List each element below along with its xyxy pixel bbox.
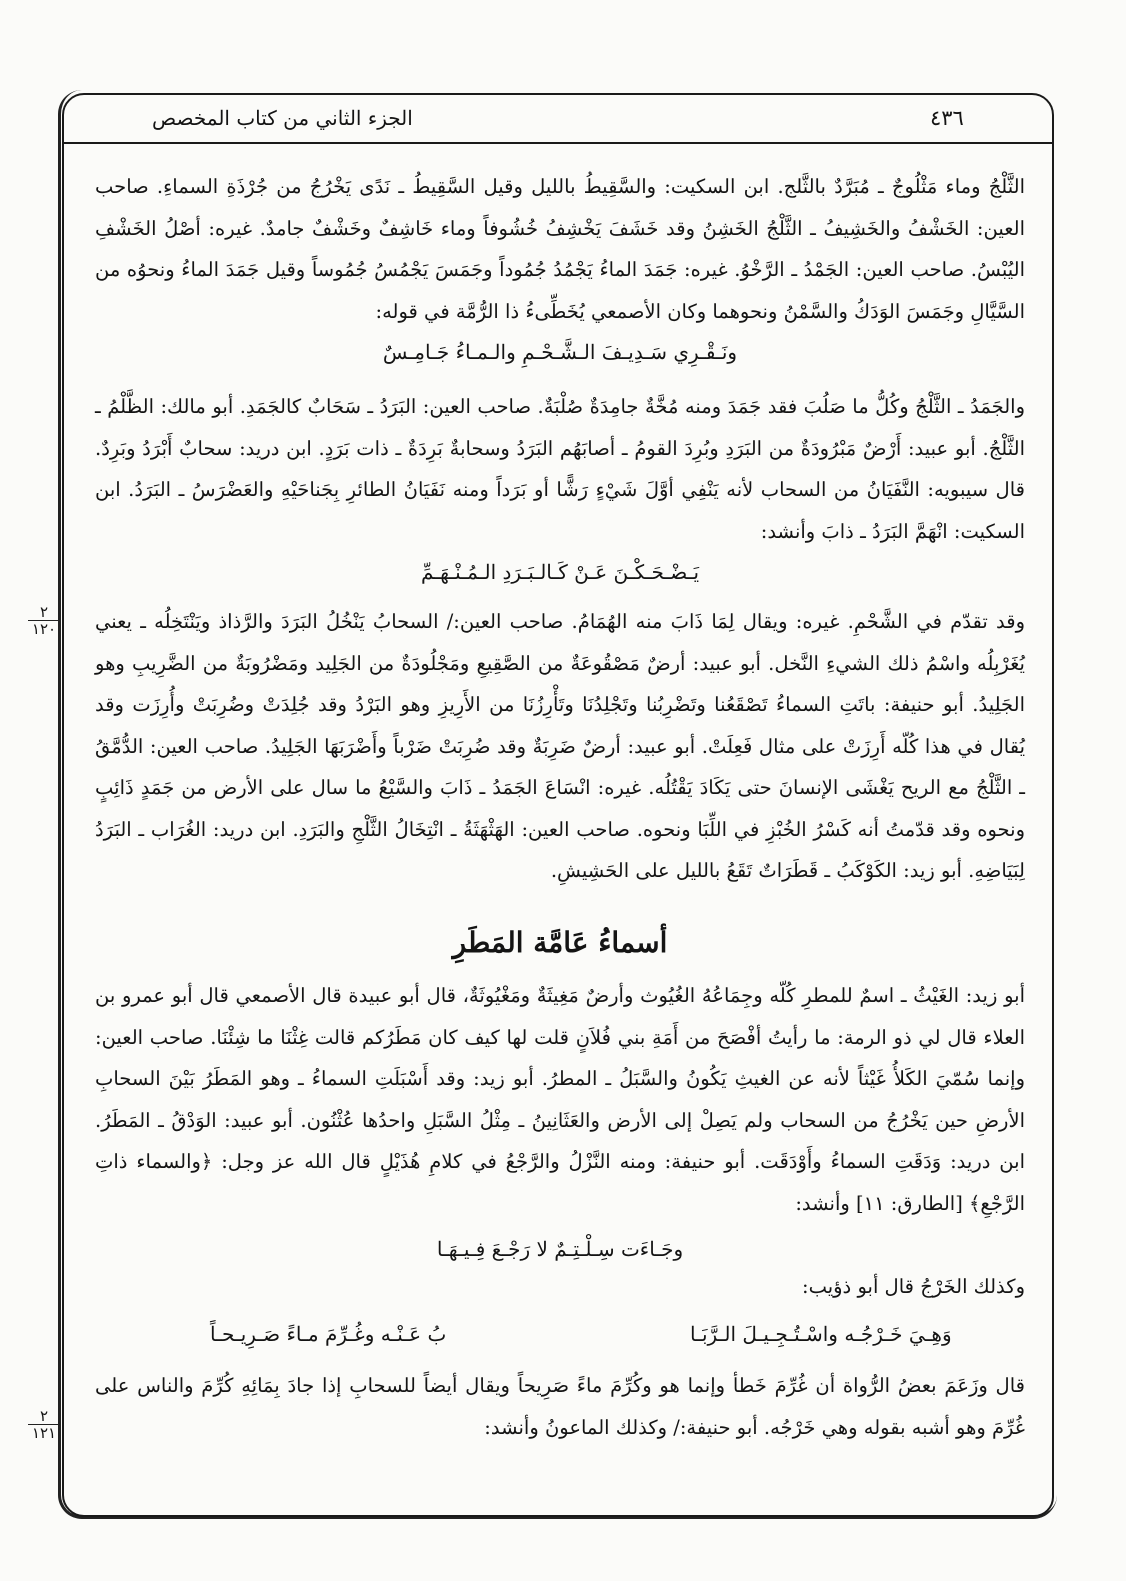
section-heading: أسماءُ عَامَّة المَطَرِ bbox=[452, 926, 668, 959]
margin-ref-page: ١٢٠ bbox=[31, 620, 57, 638]
line-before-verse-4 bbox=[95, 1266, 1025, 1308]
line-before-verse-4-text: وكذلك الخَرْجُ قال أبو ذؤيب: bbox=[802, 1275, 1025, 1298]
paragraph-2-text: والجَمَدُ ـ الثَّلْجُ وكُلُّ ما صَلُبَ فقد جَمَدَ ومنه مُخَّةٌ جامِدَةٌ صُلْبَةٌ. صاحب العين: البَرَدُ ـ سَحَابٌ كالجَمَدِ. أبو مالك: الظَّلْمُ ـ الثَّلْجُ. أبو عبيد: أَرْضٌ مَبْرُودَةٌ من البَرَدِ وبُرِدَ القومُ ـ أصابَهُم البَرَدُ وسحابةٌ بَرِدَةٌ ـ ذات بَرَدٍ. ابن دريد: سحابٌ أَبْرَدُ وبَرِدٌ. قال سيبويه: النَّفَيَانُ من السحاب لأنه يَنْفِي أوَّلَ شَيْءٍ رَشًّا أو بَرَداً ومنه نَفَيَانُ الطائرِ بِجَناحَيْهِ والعَضْرَسُ ـ البَرَدُ. ابن السكيت: انْهَمَّ البَرَدُ ـ ذابَ وأنشد: bbox=[95, 395, 1025, 543]
paragraph-3-text: وقد تقدّم في الشَّحْمِ. غيره: ويقال لِمَا ذَابَ منه الهُمَامُ. صاحب العين:/ السحابُ يَنْخُلُ البَرَدَ والرَّذاذ ويَنْتَخِلُه ـ يعني يُغَرْبِلُه واسْمُ ذلك الشيءِ النَّخل. أبو عبيد: أرضٌ مَصْقُوعَةٌ من الصَّقِيعِ ومَجْلُودَةٌ من الجَلِيد ومَضْرُوبَةٌ من الضَّرِيبِ وهو الجَلِيدُ. أبو حنيفة: باتَتِ السماءُ تَصْقَعُنا وتَضْرِبُنا وتَجْلِدُنَا وتَأْرِزُنَا من الأَرِيزِ وهو البَرْدُ وقد جُلِدَتْ وضُرِبَتْ وأُرِزَت وقد يُقال في هذا كُلّه أَرِزَتْ على مثال فَعِلَتْ. أبو عبيد: أرضٌ ضَرِبَةٌ وقد ضُرِبَتْ ضَرْباً وأَضْرَبَهَا الجَلِيدُ. صاحب العين: الدُّمَّقُ ـ الثَّلْجُ مع الريح يَغْشَى الإنسانَ حتى يَكَادَ يَقْتُلُه. غيره: انْسَاعَ الجَمَدُ ـ ذَابَ والسَّيْعُ ما سال على الأرض من جَمَدٍ ذَائِبٍ ونحوه وقد قدّمتُ أنه كَسْرُ الخُبْزِ في اللِّبَا ونحوه. صاحب العين: الهَثْهَثَةُ ـ انْتِخَالُ الثَّلْجِ والبَرَدِ. ابن دريد: الغُرَاب ـ البَرَدُ لِبَيَاضِهِ. أبو زيد: الكَوْكَبُ ـ قَطَرَاتٌ تَقَعُ بالليل على الحَشِيشِ. bbox=[95, 610, 1025, 882]
verse-1: ونَـقْـرِي سَـدِيـفَ الـشَّـحْـمِ والـمـاءُ جَـامِـسٌ bbox=[382, 340, 738, 364]
margin-reference-120 bbox=[28, 604, 60, 637]
verse-4-right-hemistich: وَهِـيَ خَـرْجُـه واسْـتُـجِـيـلَ الـرَّبَـا bbox=[690, 1322, 952, 1346]
margin-ref-page: ١٢١ bbox=[31, 1424, 57, 1442]
paragraph-1-text: الثَّلْجُ وماء مَثْلُوجٌ ـ مُبَرَّدٌ بالثَّلج. ابن السكيت: والسَّقِيطُ بالليل وقيل السَّقِيطُ ـ نَدًى يَخْرُجُ من جُرْذَةِ السماءِ. صاحب العين: الخَشْفُ والخَشِيفُ ـ الثَّلْجُ الخَشِنُ وقد خَشَفَ يَخْشِفُ خُشُوفاً وماء خَاشِفٌ وخَشْفٌ جامدٌ. غيره: أصْلُ الخَشْفِ اليُبْسُ. صاحب العين: الجَمْدُ ـ الرَّخْوُ. غيره: جَمَدَ الماءُ يَجْمُدُ جُمُوداً وجَمَسَ يَجْمُسُ جُمُوساً وقيل جَمَدَ الماءُ ونحوُه من السَّيَّالِ وجَمَسَ الوَدَكُ والسَّمْنُ ونحوهما وكان الأصمعي يُخَطِّىءُ ذا الرُّمَّة في قوله: bbox=[95, 175, 1025, 323]
paragraph-4 bbox=[95, 975, 1025, 1224]
verse-4-left-hemistich: بُ عَـنْـه وغُـرِّمَ مـاءً صَـرِيـحـاً bbox=[210, 1322, 447, 1346]
page-number: ٤٣٦ bbox=[930, 106, 964, 130]
header-divider bbox=[62, 142, 1052, 144]
verse-2: يَـضْـحَـكْـنَ عَـنْ كَـالـبَـرَدِ الـمُـنْـهَـمِّ bbox=[420, 560, 700, 584]
verse-3: وجَـاءَت سِـلْـتِـمٌ لا رَجْـعَ فِـيـهَـا bbox=[436, 1237, 684, 1261]
margin-ref-volume: ٢ bbox=[28, 1408, 60, 1425]
running-title: الجزء الثاني من كتاب المخصص bbox=[152, 106, 413, 130]
paragraph-1 bbox=[95, 166, 1025, 332]
margin-reference-121 bbox=[28, 1408, 60, 1441]
paragraph-3 bbox=[95, 601, 1025, 892]
paragraph-5-text: قال وزَعَمَ بعضُ الرُّواة أن غُرِّمَ خَطأ وإنما هو وكُرِّمَ ماءً صَرِيحاً ويقال أيضاً للسحابِ إذا جادَ بِمَائِهِ كُرِّمَ والناس على غُرِّمَ وهو أشبه بقوله وهي خَرْجُه. أبو حنيفة:/ وكذلك الماعونُ وأنشد: bbox=[95, 1374, 1025, 1439]
margin-ref-volume: ٢ bbox=[28, 604, 60, 621]
paragraph-4-text: أبو زيد: الغَيْثُ ـ اسمٌ للمطرِ كُلّه وجِمَاعُهُ الغُيُوث وأرضٌ مَغِيثَةٌ ومَغْيُوثَةٌ، قال أبو عبيدة قال الأصمعي قال أبو عمرو بن العلاء قال لي ذو الرمة: ما رأيتُ أفْصَحَ من أَمَةِ بني فُلاَنٍ قلت لها كيف كان مَطَرُكم قالت غِثْنَا ما شِئْنَا. صاحب العين: وإنما سُمّيَ الكَلأُ غَيْثاً لأنه عن الغيثِ يَكُونُ والسَّبَلُ ـ المطرُ. أبو زيد: وقد أَسْبَلَتِ السماءُ ـ وهو المَطَرُ بَيْنَ السحابِ الأرضِ حين يَخْرُجُ من السحاب ولم يَصِلْ إلى الأرض والعَثَانِينُ ـ مِثْلُ السَّبَلِ واحدُها عُثْنُون. أبو عبيد: الوَدْقُ ـ المَطَرُ. ابن دريد: وَدَقَتِ السماءُ وأَوْدَقَت. أبو حنيفة: ومنه النَّزْلُ والرَّجْعُ في كلامِ هُذَيْلٍ قال الله عز وجل: ﴿والسماء ذاتِ الرَّجْعِ﴾ [الطارق: ١١] وأنشد: bbox=[95, 984, 1025, 1215]
paragraph-5 bbox=[95, 1365, 1025, 1448]
paragraph-2 bbox=[95, 386, 1025, 552]
